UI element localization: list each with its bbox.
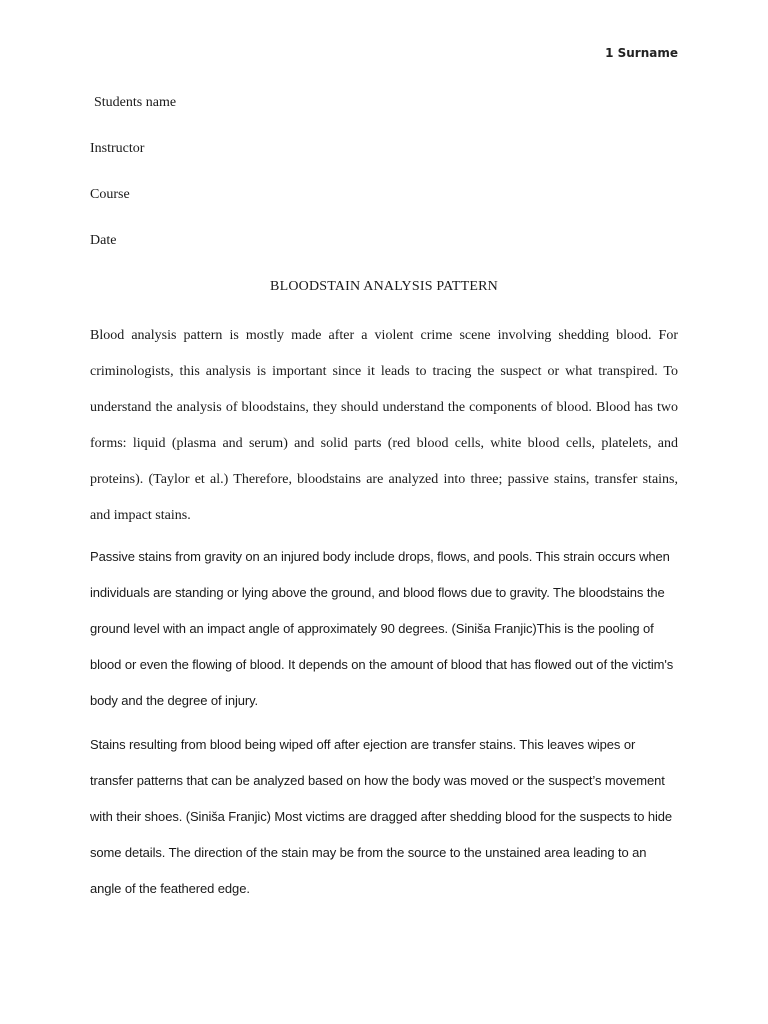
- paragraph-intro: Blood analysis pattern is mostly made after a violent crime scene involving shedding blood. For criminologists, this analysis is important since it leads to tracing the suspect or what transpired. To understand the analysis of bloodstains, they should understand the components of blood. Blood has two forms: liquid (plasma and serum) and solid parts (red blood cells, white blood cells, platelets, and proteins). (Taylor et al.) Therefore, bloodstains are analyzed into three; passive stains, transfer stains, and impact stains.: [90, 328, 678, 523]
- paragraph-passive-stains: Passive stains from gravity on an injured body include drops, flows, and pools. This strain occurs when individuals are standing or lying above the ground, and blood flows due to gravity. The bloodstains the ground level with an impact angle of approximately 90 degrees. (Siniša Franjic)This is the pooling of blood or even the flowing of blood. It depends on the amount of blood that has flowed out of the victim's body and the degree of injury.: [90, 549, 674, 708]
- course-line: Course: [90, 187, 130, 202]
- document-title: BLOODSTAIN ANALYSIS PATTERN: [270, 279, 498, 294]
- student-name-line: Students name: [94, 95, 177, 110]
- instructor-line: Instructor: [90, 141, 145, 156]
- page-header-surname: 1 Surname: [605, 46, 678, 60]
- date-line: Date: [90, 233, 117, 248]
- paragraph-transfer-stains: Stains resulting from blood being wiped off after ejection are transfer stains. This leaves wipes or transfer patterns that can be analyzed based on how the body was moved or the suspect’s movement with their shoes. (Siniša Franjic) Most victims are dragged after shedding blood for the suspects to hide some details. The direction of the stain may be from the source to the unstained area leading to an angle of the feathered edge.: [90, 737, 673, 896]
